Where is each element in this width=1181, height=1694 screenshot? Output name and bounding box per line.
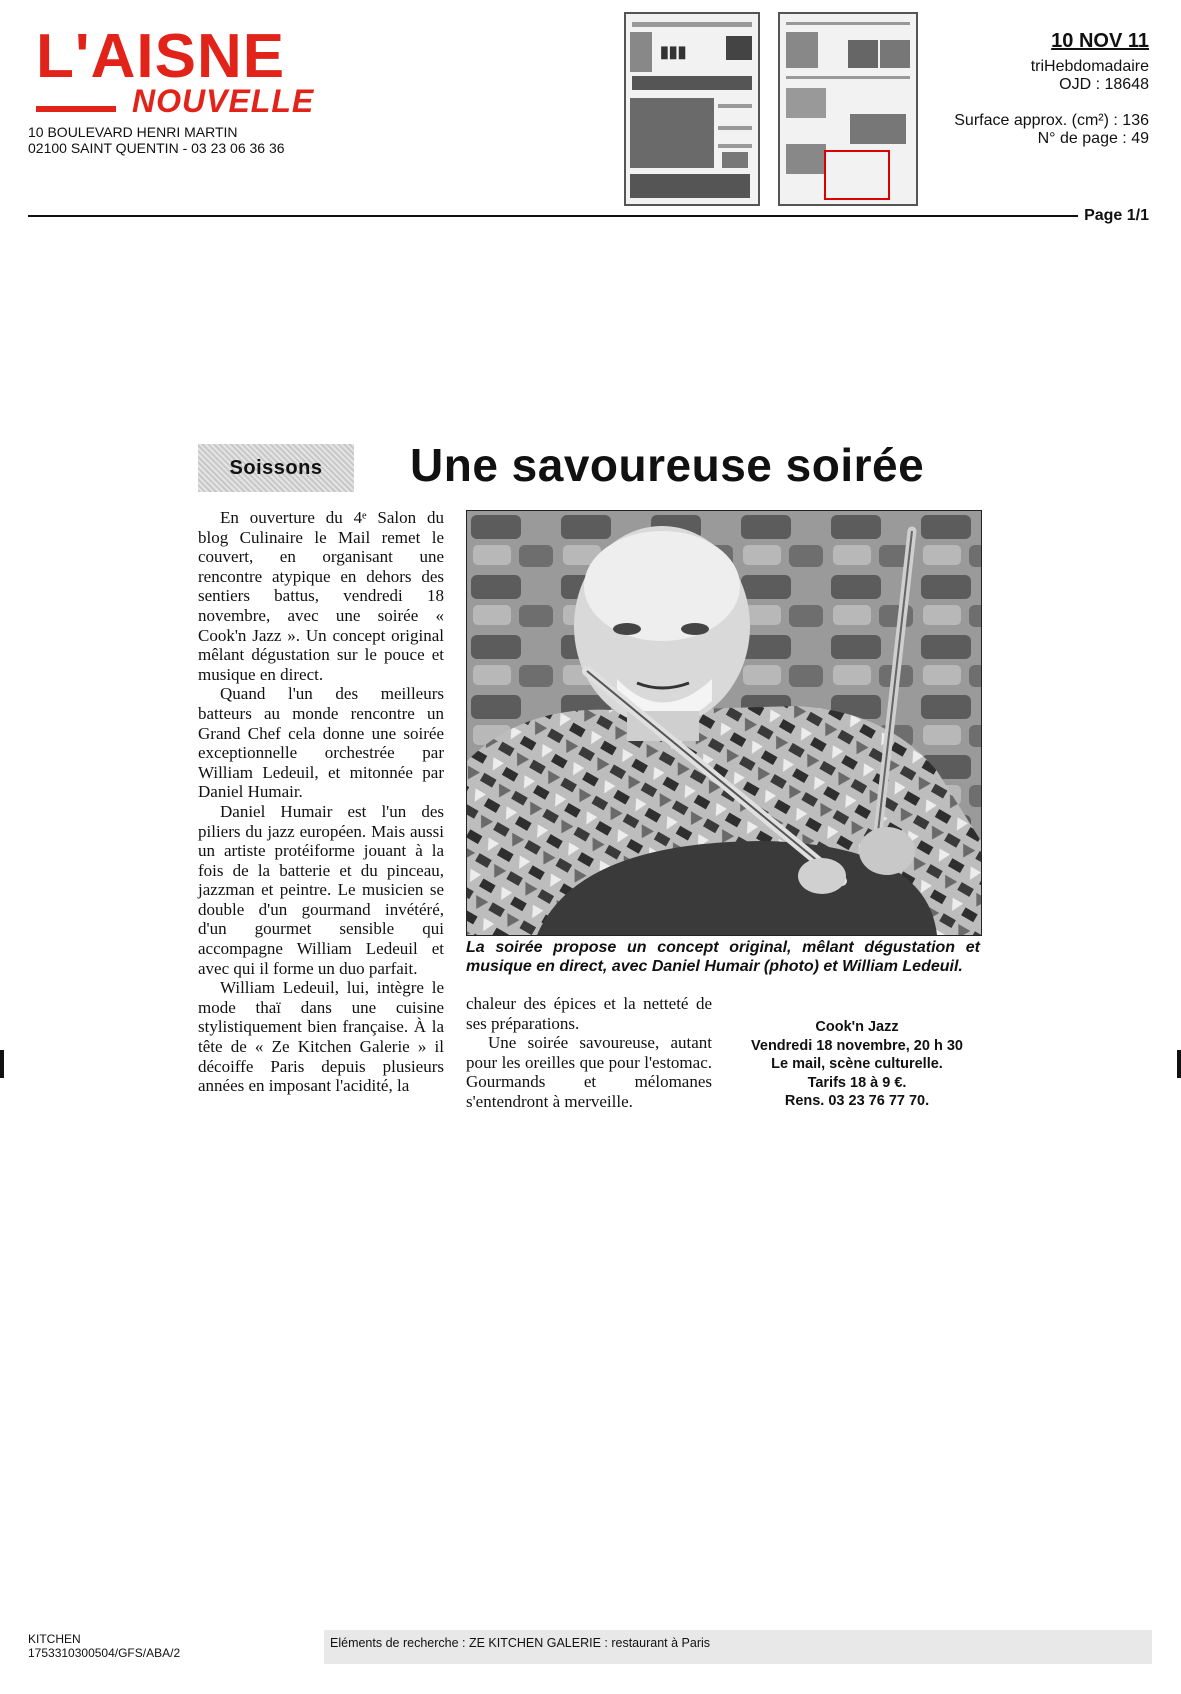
newspaper-logo: L'AISNE [36, 22, 286, 91]
front-page-thumbnail [624, 12, 760, 206]
article-location-highlight [824, 150, 890, 200]
article-column-1 [198, 508, 444, 1096]
logo-bar [36, 106, 116, 112]
article-page-thumbnail [778, 12, 918, 206]
newspaper-logo-subtitle: NOUVELLE [132, 83, 315, 119]
frequency: triHebdomadaire [1030, 58, 1149, 75]
page-number: N° de page : 49 [1037, 130, 1149, 147]
event-title: Cook'n Jazz [815, 1019, 899, 1035]
paragraph: Daniel Humair est l'un des piliers du jazz européen. Mais aussi un artiste protéiforme jouant à la fois de la batterie et du pinceau, jazzman et peintre. Le musicien se double d'un gourmand invétéré, d'un gourmet sensible qui accompagne William Ledeuil et avec qui il forme un duo parfait. [198, 801, 444, 978]
header-rule [28, 215, 1078, 217]
article-photo [466, 510, 982, 936]
paragraph: En ouverture du 4ᵉ Salon du blog Culinaire le Mail remet le couvert, en organisant une rencontre atypique en dehors des sentiers battus, vendredi 18 novembre, avec une soirée « Cook'n Jazz ». Un concept original mêlant dégustation sur le pouce et musique en direct. [198, 508, 444, 684]
footer-codes [28, 1632, 180, 1660]
footer-code-reference: 1753310300504/GFS/ABA/2 [28, 1646, 181, 1660]
photo-caption: La soirée propose un concept original, mêlant dégustation et musique en direct, avec Daniel Humair (photo) et William Ledeuil. [466, 939, 980, 975]
publication-date: 10 NOV 11 [1051, 30, 1149, 52]
article-headline: Une savoureuse soirée [410, 439, 925, 491]
publisher-city-phone: 02100 SAINT QUENTIN - 03 23 06 36 36 [28, 140, 285, 156]
event-contact: Rens. 03 23 76 77 70. [784, 1093, 930, 1109]
ojd-circulation: OJD : 18648 [1059, 76, 1149, 93]
right-crop-mark [1177, 1050, 1181, 1078]
paragraph: Quand l'un des meilleurs batteurs au monde rencontre un Grand Chef cela donne une soirée exceptionnelle orchestrée par William Ledeuil, et mitonnée par Daniel Humair. [198, 684, 444, 802]
drummer-photo-illustration [467, 511, 981, 935]
event-venue: Le mail, scène culturelle. [771, 1056, 943, 1072]
paragraph: Une soirée savoureuse, autant pour les oreilles que pour l'estomac. Gourmands et mélomanes s'entendront à merveille. [466, 1033, 712, 1111]
event-prices: Tarifs 18 à 9 €. [807, 1074, 907, 1091]
paragraph: chaleur des épices et la netteté de ses préparations. [466, 994, 712, 1033]
footer-code-keyword: KITCHEN [28, 1632, 81, 1646]
event-info-box [722, 1018, 992, 1111]
section-kicker: Soissons [198, 444, 354, 492]
thumbnail-logo: ▮▮▮ [660, 44, 687, 61]
page-of-count: Page 1/1 [1078, 207, 1149, 225]
surface-area: Surface approx. (cm²) : 136 [954, 112, 1149, 129]
article-column-2 [466, 994, 712, 1112]
event-date-time: Vendredi 18 novembre, 20 h 30 [751, 1037, 963, 1054]
publisher-address: 10 BOULEVARD HENRI MARTIN [28, 124, 238, 140]
left-crop-mark [0, 1050, 4, 1078]
paragraph: William Ledeuil, lui, intègre le mode thaï dans une cuisine stylistiquement bien française. À la tête de « Ze Kitchen Galerie » il décoiffe Paris depuis plusieurs années en imposant l'acidité, la [198, 978, 444, 1096]
search-elements-bar: Eléments de recherche : ZE KITCHEN GALERIE : restaurant à Paris [324, 1630, 1152, 1664]
